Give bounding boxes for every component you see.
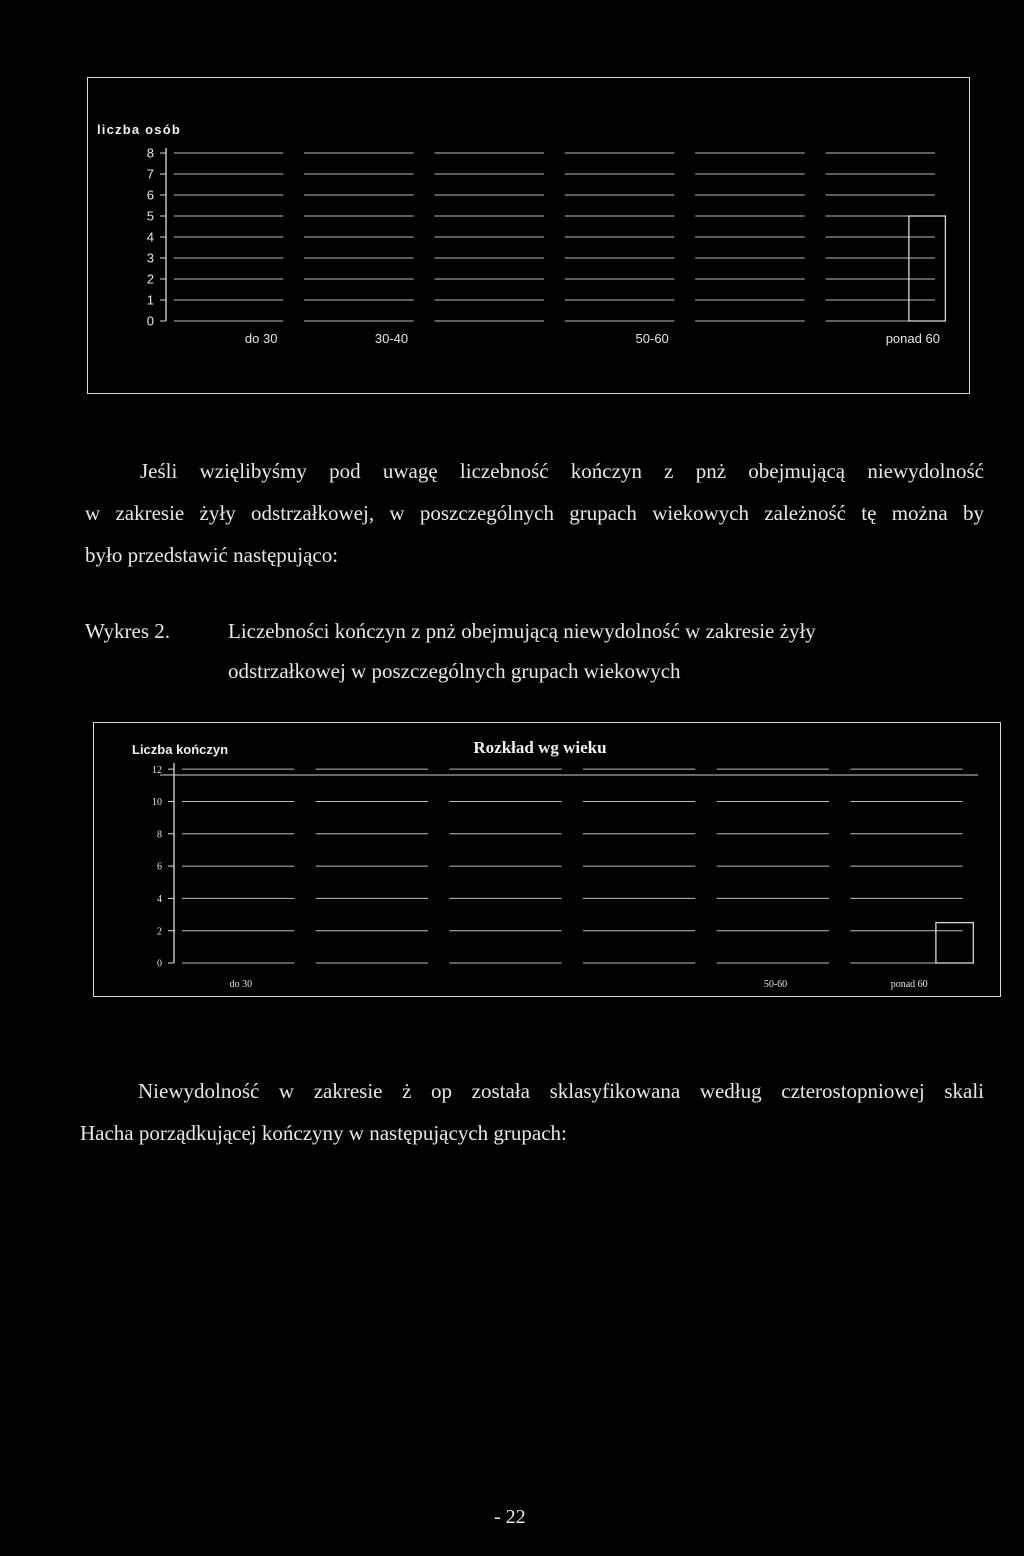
chart1-y-axis-label: liczba osób	[97, 122, 181, 137]
figure-label: Wykres 2.	[85, 619, 171, 643]
chart2-y-tick-label: 2	[157, 926, 162, 938]
paragraph-1-line-2: w zakresie żyły odstrzałkowej, w poszczególnych grupach wiekowych zależność tę można by	[85, 501, 984, 525]
chart1-y-tick-label: 7	[146, 166, 154, 182]
chart2-y-tick-label: 6	[157, 861, 162, 873]
paragraph-2-line-1: Niewydolność w zakresie ż op została sklasyfikowana według czterostopniowej skali	[138, 1079, 984, 1103]
chart2-y-tick-label: 12	[152, 764, 162, 776]
chart1-category-label: ponad 60	[885, 331, 940, 346]
figure-caption-line-2: odstrzałkowej w poszczególnych grupach wiekowych	[228, 659, 681, 683]
paragraph-1-line-3: było przedstawić następująco:	[85, 543, 339, 567]
chart1-y-tick-label: 0	[146, 313, 154, 329]
chart1-svg	[88, 78, 969, 393]
figure-caption-line-1: Liczebności kończyn z pnż obejmującą niewydolność w zakresie żyły	[228, 619, 816, 643]
chart2-svg	[94, 723, 1000, 996]
chart2-y-tick-label: 10	[152, 797, 162, 809]
chart1-y-tick-label: 4	[146, 229, 154, 245]
chart2-bar	[936, 923, 973, 963]
chart1-bar	[909, 216, 945, 321]
chart1-category-label: 30-40	[374, 331, 409, 346]
chart1-y-tick-label: 8	[146, 145, 154, 161]
chart2-category-label: do 30	[229, 979, 253, 990]
chart-limbs-by-age	[93, 722, 1001, 997]
chart2-category-label: 50-60	[763, 979, 788, 990]
paragraph-1-line-1: Jeśli wzięlibyśmy pod uwagę liczebność kończyn z pnż obejmującą niewydolność	[140, 459, 984, 483]
chart1-y-tick-label: 1	[146, 292, 154, 308]
chart1-category-label: do 30	[244, 331, 278, 346]
chart1-category-label: 50-60	[635, 331, 669, 346]
chart-age-groups-persons	[87, 77, 970, 394]
chart2-y-tick-label: 4	[157, 893, 162, 905]
chart2-y-tick-label: 8	[157, 829, 162, 841]
chart1-y-tick-label: 3	[146, 250, 154, 266]
chart2-title: Rozkład wg wieku	[473, 738, 607, 757]
chart2-y-axis-label: Liczba kończyn	[132, 742, 229, 757]
page-number: - 22	[494, 1506, 526, 1528]
paragraph-2-line-2: Hacha porządkującej kończyny w następujących grupach:	[80, 1121, 567, 1145]
chart1-y-tick-label: 2	[146, 271, 154, 287]
chart2-y-tick-label: 0	[157, 958, 162, 970]
chart1-y-tick-label: 6	[146, 187, 154, 203]
chart2-category-label: ponad 60	[890, 979, 928, 990]
chart1-y-tick-label: 5	[146, 208, 154, 224]
